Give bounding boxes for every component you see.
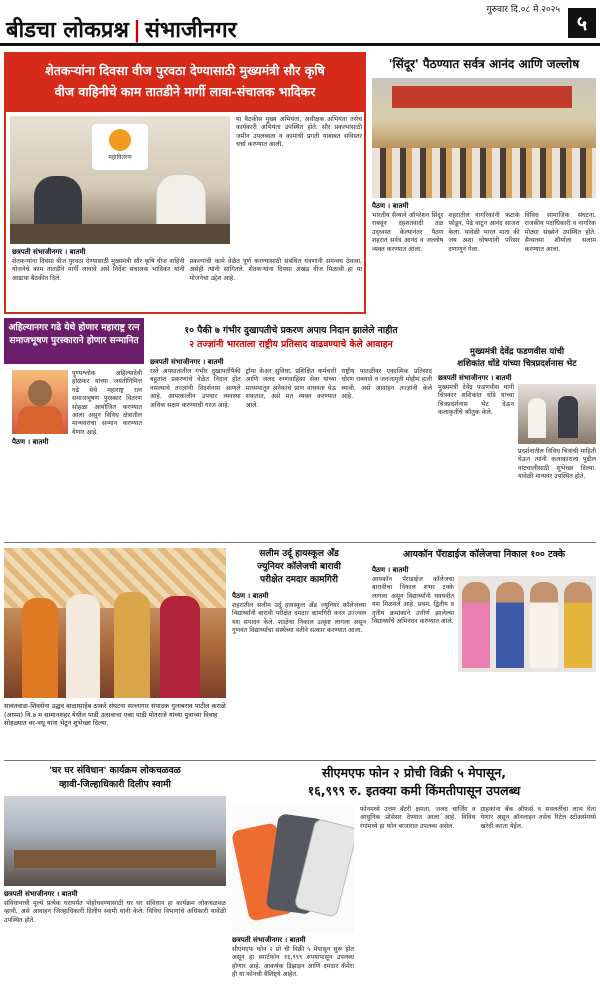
rally-banner (392, 86, 572, 108)
sindoor-photo (372, 78, 596, 198)
cmf-headline: सीएमएफ फोन २ प्रोची विक्री ५ मेपासून, १६,९९९ रु. इतक्या कमी किंमतीपासून उपलब्ध (307, 765, 521, 798)
trauma-byline: छत्रपती संभाजीनगर । बातमी (150, 358, 224, 366)
cmf-body-columns: फोनमध्ये उत्तम बॅटरी क्षमता, जलद चार्जिंग व आधुनिक प्रोसेसर देण्यात आला आहे. विविध रंगांमध्ये हा फोन बाजारात उपलब्ध असेल. ग्राहकांना बँक ऑफर्स व सवलतींचा लाभ घेता येणार असून ऑनलाइन तसेच रिटेल स्टोअर्समध्ये खरेदी करता येईल. (360, 806, 596, 830)
divider-lower (4, 760, 596, 761)
cm-byline: छत्रपती संभाजीनगर । बातमी (438, 374, 512, 382)
page-number: ५ (568, 8, 596, 38)
salim-headline: सलीम उर्दू हायस्कूल अँड ज्युनियर कॉलेजची बारावी परीक्षेत दमदार कामगिरी (257, 549, 341, 585)
brand-right: संभाजीनगर (144, 17, 237, 43)
story-cmf-phone (232, 764, 596, 996)
cmf-body-left: सीएमएफ फोन २ प्रो ची विक्री ५ मेपासून सुरू होत असून हा स्मार्टफोन १६,९९९ रुपयांपासून उपलब्ध होणार आहे. आकर्षक डिझाइन आणि दमदार कॅमेरा ही या फोनची वैशिष्ट्ये आहेत. (232, 946, 354, 979)
masthead-brand: बीडचा लोकप्रश्न | संभाजीनगर (6, 17, 237, 43)
solar-byline: छत्रपती संभाजीनगर । बातमी (12, 248, 86, 256)
salim-byline: पैठण । बातमी (232, 592, 269, 600)
story-sindoor (372, 52, 596, 342)
solar-headline: शेतकऱ्यांना दिवसा वीज पुरवठा देण्यासाठी मुख्यमंत्री सौर कृषि वीज वाहिनीचे काम तातडीने मार्गी लावा-संचालक भादिकर (6, 54, 364, 112)
sindoor-headline: 'सिंदूर' पैठण्यात सर्वत्र आनंद आणि जल्लोष (388, 57, 580, 71)
icon-headline: आयकॉन पॅराडाईज कॉलेजचा निकाल १०० टक्के (403, 549, 565, 560)
story-salim (232, 548, 366, 756)
solar-body-columns: शेतकऱ्यांना दिवसा वीज पुरवठा देण्यासाठी मुख्यमंत्री सौर कृषि वीज वाहिनी योजनेचे काम तातडीने मार्गी लावावे असे निर्देश संचालक भादिकर यांनी आढावा बैठकीत दिले. प्रकल्पांची कामे वेळेत पूर्ण करण्यासाठी संबंधित यंत्रणांनी समन्वय ठेवावा, असेही त्यांनी सांगितले. शेतकऱ्यांना दिवसा अखंड वीज मिळावी हा या योजनेचा उद्देश आहे. (12, 258, 362, 282)
solar-photo (10, 116, 230, 244)
solar-body-right: या बैठकीस मुख्य अभियंता, अधीक्षक अभियंता तसेच कार्यकारी अभियंता उपस्थित होते. सौर प्रकल्पांसाठी जमीन उपलब्धता व कामांची प्रगती याबाबत सविस्तर चर्चा करण्यात आली. (236, 116, 362, 149)
masthead (0, 0, 600, 46)
trauma-body-columns: रस्ते अपघातातील गंभीर दुखापतींपैकी बहुतांश प्रकरणांचे वेळेत निदान होत नसल्याचे तज्ज्ञांनी निदर्शनास आणले आहे. आपत्कालीन उपचार व्यवस्था अधिक सक्षम करण्याची गरज आहे. ट्रॉमा केअर सुविधा, प्रशिक्षित कर्मचारी आणि जलद रुग्णवाहिका सेवा यांच्या माध्यमातून अनेकांचे प्राण वाचवता येऊ शकतात, असे मत व्यक्त करण्यात आले. राष्ट्रीय पातळीवर एकात्मिक प्रतिसाद धोरण राबवावे व जनजागृती मोहीम हाती घ्यावी, असे आवाहन तज्ज्ञांनी केले आहे. (150, 368, 432, 409)
sindoor-byline: पैठण । बातमी (372, 202, 409, 210)
ahilya-body: पुण्यश्लोक अहिल्यादेवी होळकर यांच्या जयंतीनिमित्त गढे येथे महाराष्ट्र रत्न समाजभूषण पुरस्कार वितरण सोहळा आयोजित करण्यात आला असून विविध क्षेत्रातील मान्यवरांचा सन्मान करण्यात येणार आहे. (72, 370, 142, 436)
cmf-phone-image (232, 806, 354, 932)
divider-mid (4, 542, 596, 543)
crowd (372, 148, 596, 198)
icon-body: आयकॉन पॅराडाईज कॉलेजचा बारावीचा निकाल शंभर टक्के लागला असून विद्यार्थ्यांनी घवघवीत यश मिळवले आहे. प्रथम, द्वितीय व तृतीय क्रमांकाने उत्तीर्ण झालेल्या विद्यार्थ्यांचे अभिनंदन करण्यात आले. (372, 576, 454, 626)
cm-body-2: प्रदर्शनातील विविध चित्रांची माहिती घेऊन त्यांनी कलाकाराला पुढील वाटचालीसाठी शुभेच्छा दिल्या. यावेळी मान्यवर उपस्थित होते. (518, 448, 596, 481)
ghar-headline: 'घर घर संविधान' कार्यक्रम लोकचळवळ व्हावी-जिल्हाधिकारी दिलीप स्वामी (49, 765, 181, 790)
salim-body: शहरातील सलीम उर्दू हायस्कूल अँड ज्युनियर कॉलेजच्या विद्यार्थ्यांनी बारावी परीक्षेत दमदार कामगिरी करत उज्ज्वल यश संपादन केले. शाळेचा निकाल उत्कृष्ट लागला असून गुणवंत विद्यार्थ्यांचा संस्थेच्या वतीने सत्कार करण्यात आला. (232, 602, 366, 635)
brand-left: बीडचा लोकप्रश्न (6, 17, 129, 43)
issue-date: गुरुवार दि.०८ मे २०२५ (486, 5, 560, 15)
icon-byline: पैठण । बातमी (372, 566, 409, 574)
ahilya-headline: अहिल्यानगर गढे येथे होणार महाराष्ट्र रत्न समाजभूषण पुरस्काराने होणार सन्मानित (4, 318, 144, 364)
icon-student-photos (458, 576, 596, 672)
ahilya-byline: पैठण । बातमी (12, 438, 49, 446)
conference-table (10, 224, 230, 244)
story-ghar-sanvidhan (4, 764, 226, 996)
ghar-byline: छत्रपती संभाजीनगर । बातमी (4, 890, 78, 898)
wedding-caption: सावंतवाडा-शिवसेना उद्धव बाळासाहेब ठाकरे संघटना सल्लागार संपादक गुलाबराव पाटील कराळे (आप्पा) यि.७ म सामानशहर येथील पाडी उत्सवाचा एका पाडी पोतराजे यांच्या पुत्राच्या विवाह सोहळ्यात वर-वधू यांना भेटून शुभेच्छा दिल्या. (4, 702, 226, 727)
sindoor-body-columns: भारतीय सैन्याने ऑपरेशन सिंदूर राबवून दहशतवादी तळ उद्ध्वस्त केल्यानंतर पैठण शहरात सर्वत्र आनंद व जल्लोष व्यक्त करण्यात आला. शहरातील नागरिकांनी फटाके फोडून, पेढे वाटून आनंद साजरा केला. यावेळी भारत माता की जय अशा घोषणांनी परिसर दणाणून गेला. विविध सामाजिक संघटना, राजकीय पदाधिकारी व नागरिक मोठ्या संख्येने उपस्थित होते. सैन्याच्या शौर्याला सलाम करण्यात आला. (372, 212, 596, 253)
mahavitaran-logo-icon: महावितरण (92, 124, 148, 170)
cm-photo (518, 384, 596, 444)
story-ahilya (4, 318, 144, 538)
story-solar (4, 52, 366, 314)
ghar-photo (4, 796, 226, 886)
story-icon-paradise (372, 548, 596, 756)
ghar-body: संविधानाची मूल्ये प्रत्येक घरापर्यंत पोहोचवण्यासाठी घर घर संविधान हा कार्यक्रम लोकचळवळ व्हावी, असे आवाहन जिल्हाधिकारी दिलीप स्वामी यांनी केले. विविध विभागांचे अधिकारी यावेळी उपस्थित होते. (4, 900, 226, 924)
cm-headline: मुख्यमंत्री देवेंद्र फडणवीस यांची शशिकांत धोंडे यांच्या चित्रप्रदर्शनास भेट (457, 347, 577, 369)
cm-body: मुख्यमंत्री देवेंद्र फडणवीस यांनी चित्रकार शशिकांत धोंडे यांच्या चित्रप्रदर्शनास भेट देऊन कलाकृतींचे कौतुक केले. (438, 384, 514, 417)
story-trauma (150, 320, 432, 538)
story-wedding (4, 548, 226, 756)
meeting-table (14, 850, 216, 868)
trauma-headline: १० पैकी ७ गंभीर दुखापतीचे प्रकरण अपाय निदान झालेले नाहीत २ तज्ज्ञांनी भारताला राष्ट्रीय प्रतिसाद वाढवण्याचे केले आवाहन (184, 325, 398, 350)
story-cm-visit (438, 346, 596, 538)
wedding-photo (4, 548, 226, 698)
ahilya-portrait (12, 370, 68, 434)
cmf-byline: छत्रपती संभाजीनगर । बातमी (232, 936, 306, 944)
